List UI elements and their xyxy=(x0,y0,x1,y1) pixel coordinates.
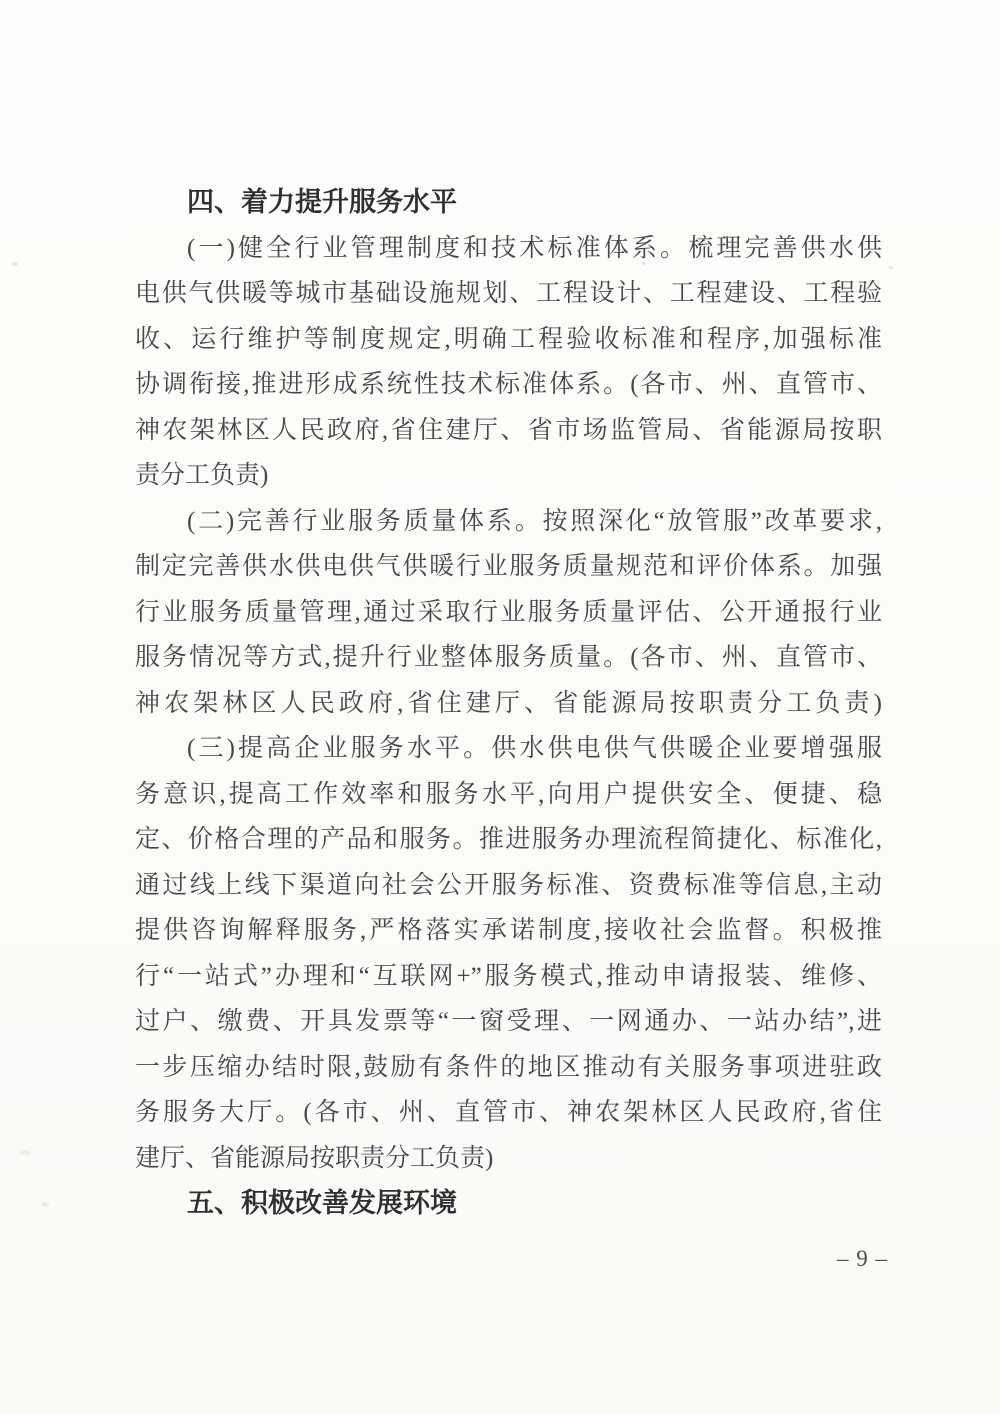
scan-artifact-speck xyxy=(888,266,893,269)
paragraph-3-line-4: 通过线上线下渠道向社会公开服务标准、资费标准等信息,主动 xyxy=(135,871,882,899)
paragraph-3-line-6: 行“一站式”办理和“互联网+”服务模式,推动申请报装、维修、 xyxy=(135,962,882,990)
paragraph-2-line-5: 神农架林区人民政府,省住建厅、省能源局按职责分工负责) xyxy=(135,689,882,717)
paragraph-1-line-1: (一)健全行业管理制度和技术标准体系。梳理完善供水供 xyxy=(187,234,882,262)
paragraph-3-line-7: 过户、缴费、开具发票等“一窗受理、一网通办、一站办结”,进 xyxy=(135,1008,882,1035)
paragraph-3-line-10: 建厅、省能源局按职责分工负责) xyxy=(135,1144,494,1172)
paragraph-2-line-2: 制定完善供水供电供气供暖行业服务质量规范和评价体系。加强 xyxy=(135,553,882,580)
paragraph-2-line-1: (二)完善行业服务质量体系。按照深化“放管服”改革要求, xyxy=(187,507,882,535)
paragraph-3-line-9: 务服务大厅。(各市、州、直管市、神农架林区人民政府,省住 xyxy=(135,1099,882,1126)
document-text-block xyxy=(135,180,882,1227)
section-heading-5: 五、积极改善发展环境 xyxy=(187,1188,457,1218)
paragraph-3-line-2: 务意识,提高工作效率和服务水平,向用户提供安全、便捷、稳 xyxy=(135,780,882,808)
paragraph-2-line-4: 服务情况等方式,提升行业整体服务质量。(各市、州、直管市、 xyxy=(135,644,882,671)
section-heading-4: 四、着力提升服务水平 xyxy=(187,187,457,217)
paragraph-2-line-3: 行业服务质量管理,通过采取行业服务质量评估、公开通报行业 xyxy=(135,598,882,626)
paragraph-3-line-8: 一步压缩办结时限,鼓励有条件的地区推动有关服务事项进驻政 xyxy=(135,1053,882,1081)
paragraph-1-line-2: 电供气供暖等城市基础设施规划、工程设计、工程建设、工程验 xyxy=(135,280,882,307)
scan-artifact-speck xyxy=(12,262,18,266)
paragraph-3-line-1: (三)提高企业服务水平。供水供电供气供暖企业要增强服 xyxy=(187,735,882,762)
paragraph-3-line-3: 定、价格合理的产品和服务。推进服务办理流程简捷化、标准化, xyxy=(135,826,882,853)
scan-artifact-speck xyxy=(42,1202,49,1207)
paragraph-3-line-5: 提供咨询解释服务,严格落实承诺制度,接收社会监督。积极推 xyxy=(135,917,882,944)
paragraph-1-line-3: 收、运行维护等制度规定,明确工程验收标准和程序,加强标准 xyxy=(135,325,882,353)
paragraph-1-line-6: 责分工负责) xyxy=(135,462,269,489)
scan-artifact-speck xyxy=(20,1150,30,1155)
page-number: – 9 – xyxy=(837,1246,888,1271)
paragraph-1-line-4: 协调衔接,推进形成系统性技术标准体系。(各市、州、直管市、 xyxy=(135,371,882,398)
paragraph-1-line-5: 神农架林区人民政府,省住建厅、省市场监管局、省能源局按职 xyxy=(135,416,882,444)
